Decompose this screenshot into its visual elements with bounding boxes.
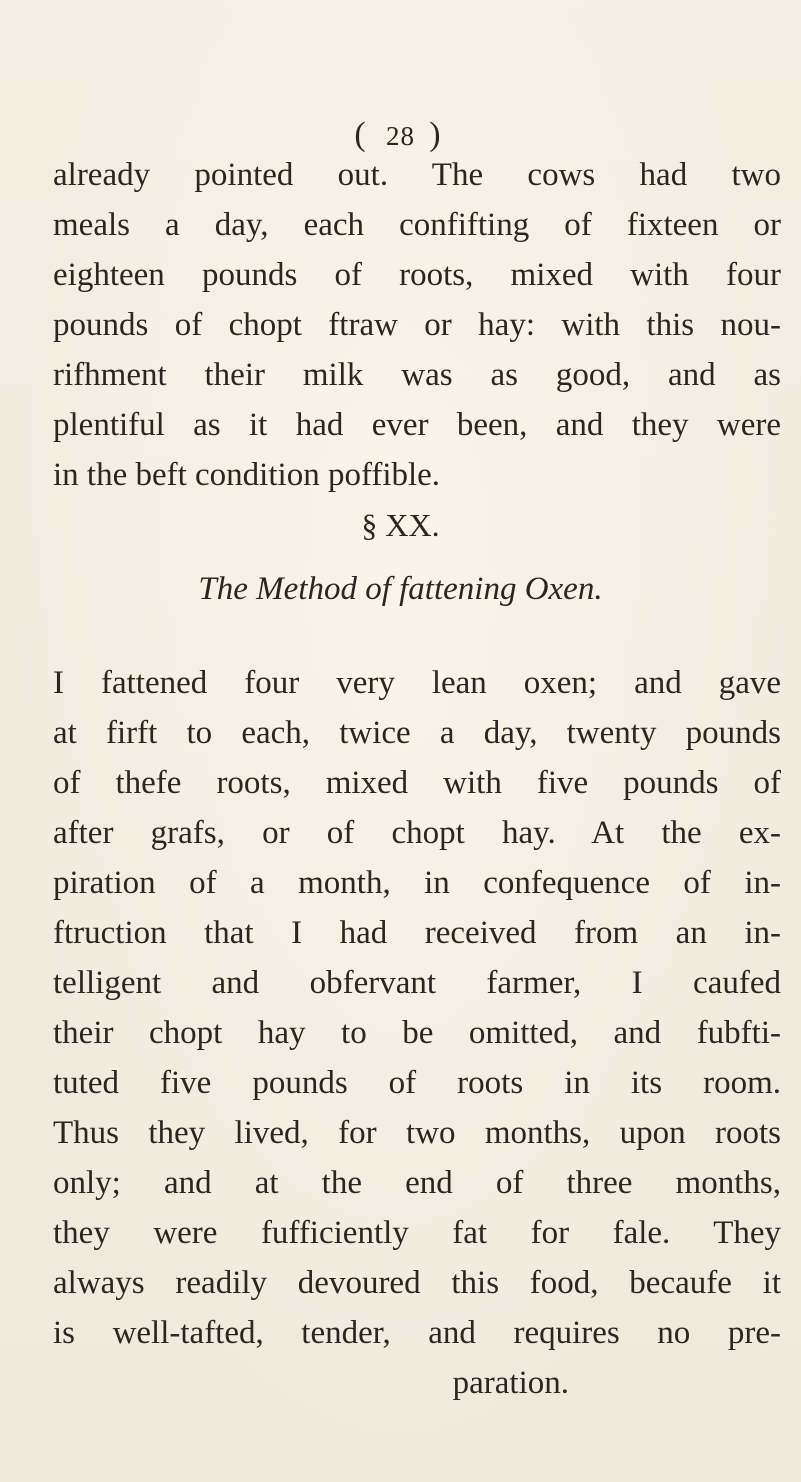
text-line: only; and at the end of three months, [53,1165,781,1201]
text-line: is well-tafted, tender, and requires no pre- [53,1315,781,1351]
text-line: in the beft condition poffible. [53,457,441,493]
text-line: already pointed out. The cows had two [53,157,781,193]
page-number-value: 28 [386,121,415,151]
text-line: at firft to each, twice a day, twenty pounds [53,715,781,751]
text-line: rifhment their milk was as good, and as [53,357,781,393]
section-number: § XX. [361,507,440,543]
text-line: I fattened four very lean oxen; and gave [53,665,781,701]
text-line: always readily devoured this food, becaufe it [53,1265,781,1301]
section-heading: The Method of fattening Oxen. [198,571,603,607]
text-line: ftruction that I had received from an in- [53,915,781,951]
text-line: they were fufficiently fat for fale. They [53,1215,781,1251]
text-line: pounds of chopt ftraw or hay: with this nou- [53,307,781,343]
paragraph-cows [53,150,781,500]
text-line: meals a day, each confifting of fixteen or [53,207,781,243]
text-line: after grafs, or of chopt hay. At the ex- [53,815,781,851]
page-number-close-paren: ) [429,116,447,153]
text-line: tuted five pounds of roots in its room. [53,1065,781,1101]
text-line: of thefe roots, mixed with five pounds of [53,765,781,801]
page-number-open-paren: ( [354,116,372,153]
text-line: piration of a month, in confequence of in- [53,865,781,901]
page-number [0,118,801,152]
text-line: plentiful as it had ever been, and they were [53,407,781,443]
text-line: telligent and obfervant farmer, I caufed [53,965,781,1001]
paragraph-oxen [53,658,781,1408]
text-line: eighteen pounds of roots, mixed with four [53,257,781,293]
text-line: paration. [452,1365,569,1401]
text-line: Thus they lived, for two months, upon roots [53,1115,781,1151]
text-line: their chopt hay to be omitted, and fubfti- [53,1015,781,1051]
